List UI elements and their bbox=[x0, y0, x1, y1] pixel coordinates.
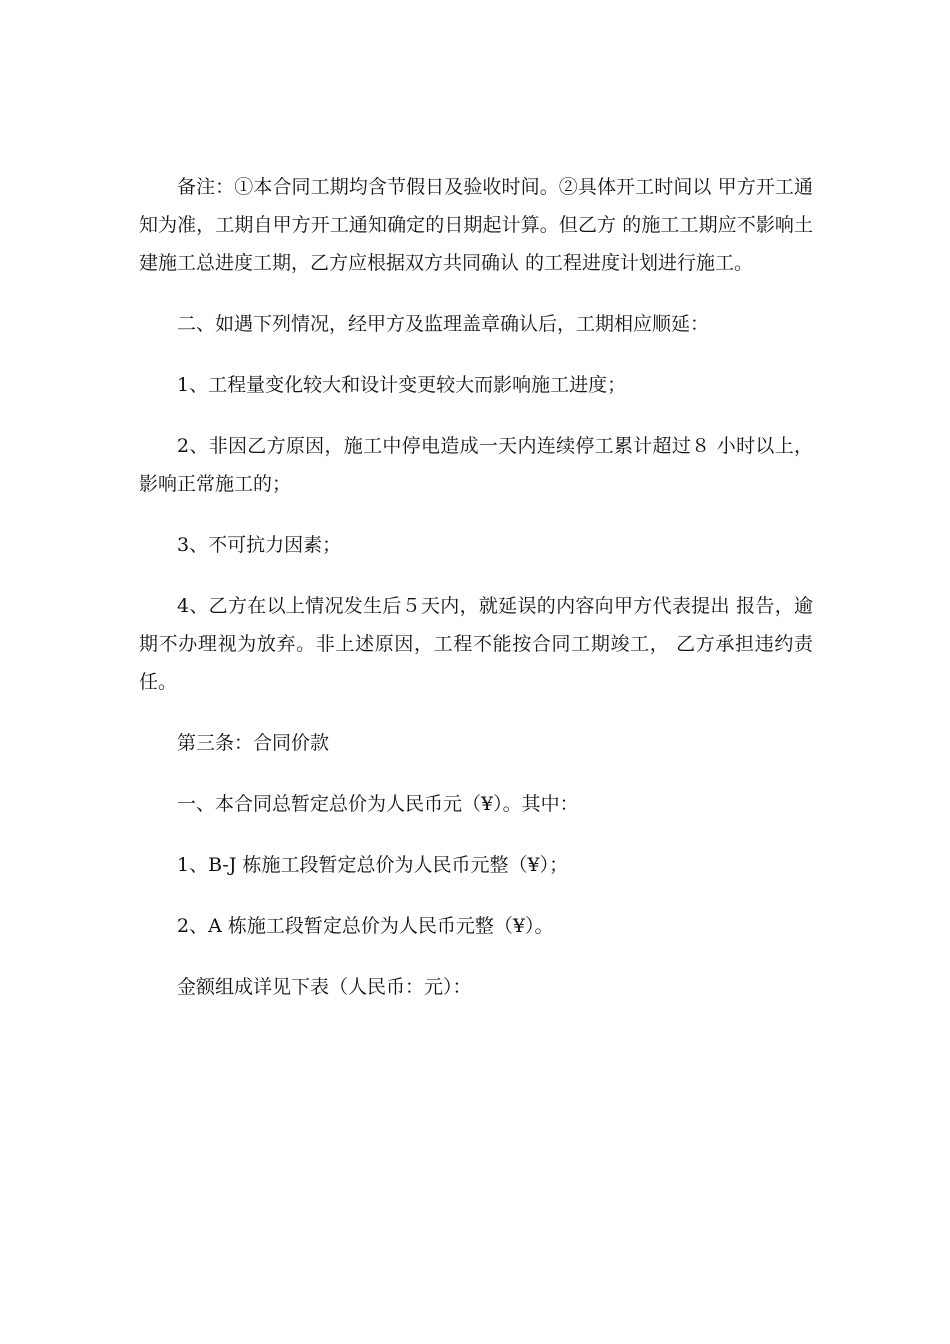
paragraph-item-2: 2、非因乙方原因，施工中停电造成一天内连续停工累计超过８ 小时以上，影响正常施工的； bbox=[139, 435, 813, 495]
document-body bbox=[139, 168, 813, 1029]
paragraph-item-1: 1、工程量变化较大和设计变更较大而影响施工进度； bbox=[177, 374, 627, 396]
section-heading-article-3: 第三条：合同价款 bbox=[177, 732, 330, 754]
paragraph-amount-table-note: 金额组成详见下表（人民币：元）： bbox=[177, 976, 472, 998]
paragraph-extension-conditions: 二、如遇下列情况，经甲方及监理盖章确认后，工期相应顺延： bbox=[177, 313, 710, 335]
paragraph-total-price: 一、本合同总暂定总价为人民币元（¥）。其中： bbox=[177, 793, 579, 815]
paragraph-price-bj: 1、B-J 栋施工段暂定总价为人民币元整（¥）； bbox=[177, 854, 569, 876]
paragraph-item-3: 3、不可抗力因素； bbox=[177, 534, 342, 556]
paragraph-remarks: 备注：①本合同工期均含节假日及验收时间。②具体开工时间以 甲方开工通知为准，工期自甲方开工通知确定的日期起计算。但乙方 的施工工期应不影响土建施工总进度工期，乙方应根据双方共同确认 的工程进度计划进行施工。 bbox=[139, 176, 813, 274]
paragraph-price-a: 2、A 栋施工段暂定总价为人民币元整（¥）。 bbox=[177, 915, 554, 937]
paragraph-item-4: 4、乙方在以上情况发生后５天内，就延误的内容向甲方代表提出 报告，逾期不办理视为放弃。非上述原因，工程不能按合同工期竣工， 乙方承担违约责任。 bbox=[139, 595, 813, 693]
